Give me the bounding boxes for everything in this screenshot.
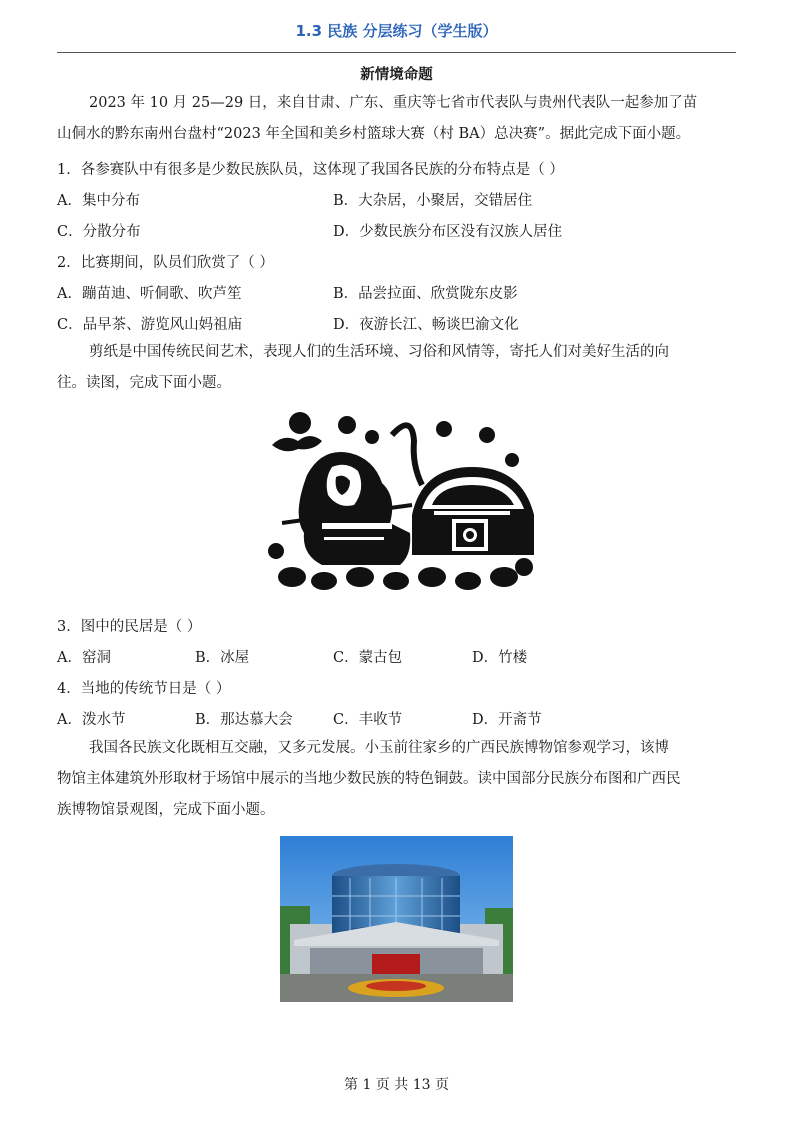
question-2-option-d: D．夜游长江、畅谈巴渝文化 (333, 317, 519, 333)
section-title: 新情境命题 (360, 67, 433, 83)
context-2-line-1: 剪纸是中国传统民间艺术，表现人们的生活环境、习俗和风情等，寄托人们对美好生活的向 (89, 344, 669, 360)
question-3-stem: 3．图中的民居是（ ） (57, 619, 202, 635)
question-1-option-c: C．分散分布 (57, 224, 141, 240)
question-3-option-a: A．窑洞 (57, 650, 111, 666)
context-1-line-2: 山侗水的黔东南州台盘村“2023 年全国和美乡村篮球大赛（村 BA）总决赛”。据此完成下面小题。 (57, 126, 691, 142)
question-4-option-c: C．丰收节 (333, 712, 403, 728)
context-2-line-2: 往。读图，完成下面小题。 (57, 375, 231, 391)
question-1-option-b: B．大杂居，小聚居，交错居住 (333, 193, 533, 209)
question-2-option-b: B．品尝拉面、欣赏陇东皮影 (333, 286, 518, 302)
page-footer: 第 1 页 共 13 页 (344, 1077, 449, 1093)
question-3-option-c: C．蒙古包 (333, 650, 403, 666)
question-3-option-b: B．冰屋 (195, 650, 250, 666)
context-paragraph-1 (57, 88, 737, 150)
question-1-option-a: A．集中分布 (57, 193, 140, 209)
question-4-option-a: A．泼水节 (57, 712, 126, 728)
question-4-option-d: D．开斋节 (472, 712, 542, 728)
question-3-option-d: D．竹楼 (472, 650, 528, 666)
context-3-line-3: 族博物馆景观图，完成下面小题。 (57, 802, 275, 818)
context-3-line-1: 我国各民族文化既相互交融，又多元发展。小玉前往家乡的广西民族博物馆参观学习，该博 (89, 740, 669, 756)
context-paragraph-2 (57, 337, 737, 399)
question-1-option-d: D．少数民族分布区没有汉族人居住 (333, 224, 563, 240)
papercut-yurt-figure (262, 405, 540, 595)
question-2-option-a: A．蹦苗迪、听侗歌、吹芦笙 (57, 286, 242, 302)
context-1-line-1: 2023 年 10 月 25—29 日，来自甘肃、广东、重庆等七省市代表队与贵州代表队一起参加了苗 (89, 95, 698, 111)
question-1-stem: 1．各参赛队中有很多是少数民族队员，这体现了我国各民族的分布特点是（ ） (57, 162, 564, 178)
question-2-option-c: C．品早茶、游览风山妈祖庙 (57, 317, 243, 333)
context-3-line-2: 物馆主体建筑外形取材于场馆中展示的当地少数民族的特色铜鼓。读中国部分民族分布图和广西民 (57, 771, 681, 787)
guangxi-museum-photo (280, 836, 513, 1002)
question-4-option-b: B．那达慕大会 (195, 712, 293, 728)
question-2-stem: 2．比赛期间，队员们欣赏了（ ） (57, 255, 274, 271)
question-4-stem: 4．当地的传统节日是（ ） (57, 681, 231, 697)
document-header: 1.3 民族 分层练习（学生版） (295, 22, 498, 40)
context-paragraph-3 (57, 733, 737, 826)
header-divider (57, 52, 736, 53)
